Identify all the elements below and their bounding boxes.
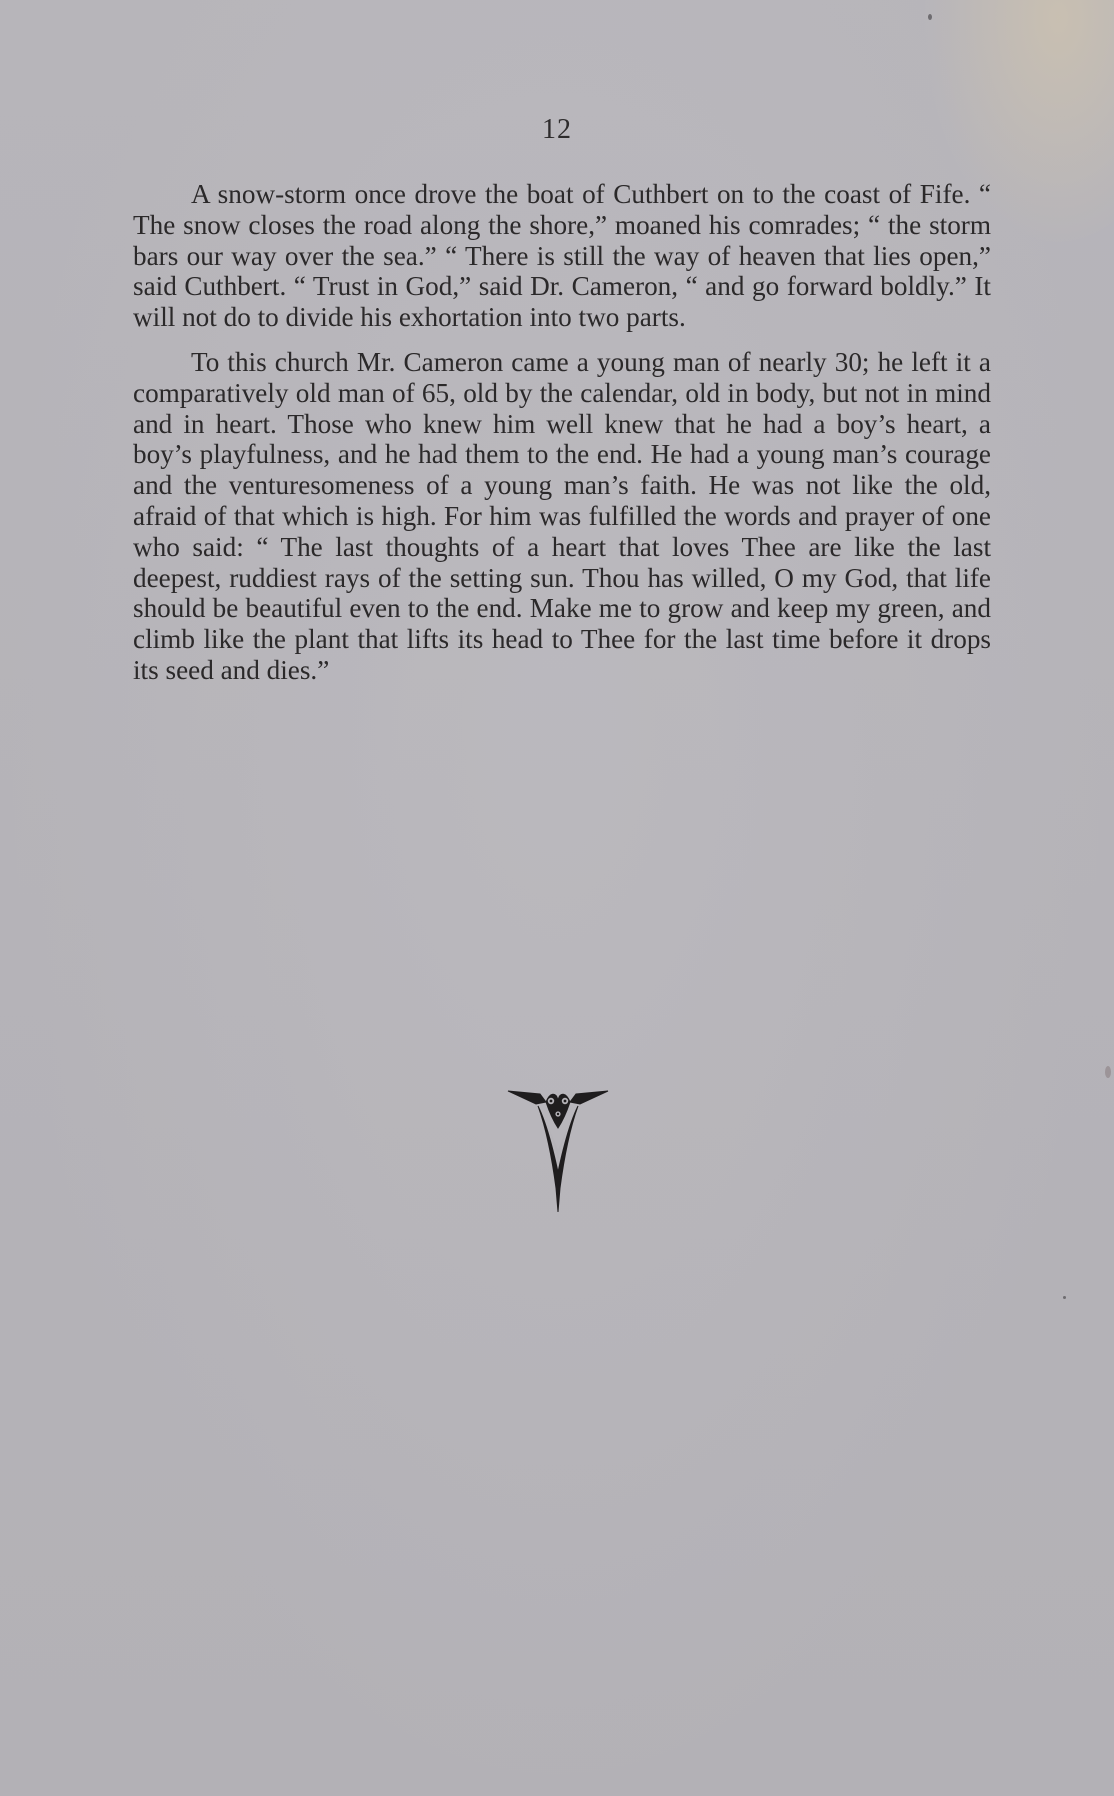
paper-speck — [1105, 1066, 1111, 1078]
page-number: 12 — [542, 114, 572, 145]
paper-speck — [1063, 1296, 1066, 1299]
body-text — [133, 179, 991, 686]
paper-speck — [928, 14, 932, 20]
paragraph-1: A snow-storm once drove the boat of Cuthbert on to the coast of Fife. “ The snow closes the road along the shore,” moaned his comrades; “ the storm bars our way over the sea.” “ There is still the way of heaven that lies open,” said Cuthbert. “ Trust in God,” said Dr. Cameron, “ and go forward boldly.” It will not do to divide his exhortation into two parts. — [133, 179, 991, 333]
paragraph-2: To this church Mr. Cameron came a young man of nearly 30; he left it a comparatively old man of 65, old by the calendar, old in body, but not in mind and in heart. Those who knew him well knew that he had a boy’s heart, a boy’s playfulness, and he had them to the end. He had a young man’s courage and the venturesomeness of a young man’s faith. He was not like the old, afraid of that which is high. For him was fulfilled the words and prayer of one who said: “ The last thoughts of a heart that loves Thee are like the last deepest, ruddiest rays of the setting sun. Thou has willed, O my God, that life should be beautiful even to the end. Make me to grow and keep my green, and climb like the plant that lifts its head to Thee for the last time before it drops its seed and dies.” — [133, 346, 991, 685]
floral-ornament-icon — [506, 1088, 610, 1214]
